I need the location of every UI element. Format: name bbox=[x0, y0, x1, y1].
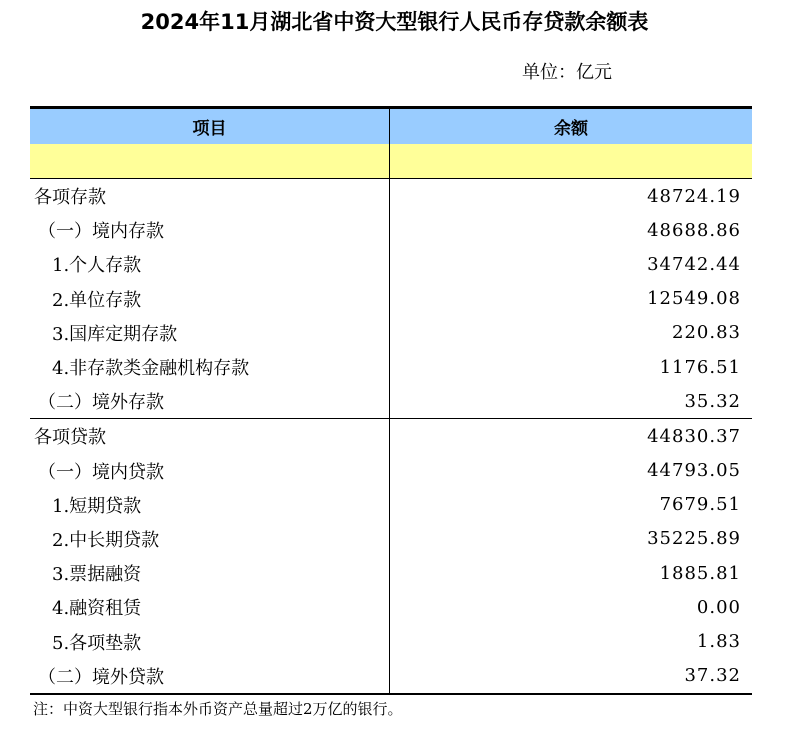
table-bottom-rule bbox=[30, 693, 752, 695]
row-value: 12549.08 bbox=[647, 288, 741, 310]
row-value: 0.00 bbox=[696, 596, 741, 618]
table-row bbox=[30, 556, 752, 590]
row-value: 48688.86 bbox=[647, 219, 741, 241]
table-row bbox=[30, 350, 752, 384]
row-value: 220.83 bbox=[672, 322, 741, 344]
header-item: 项目 bbox=[30, 109, 390, 144]
deposits-section bbox=[30, 179, 752, 418]
balance-table bbox=[30, 106, 752, 695]
row-value: 7679.51 bbox=[659, 494, 741, 516]
row-value: 44830.37 bbox=[647, 425, 741, 447]
table-row bbox=[30, 624, 752, 658]
row-label: 4.融资租赁 bbox=[30, 590, 390, 624]
table-row bbox=[30, 454, 752, 488]
unit-label: 单位：亿元 bbox=[522, 62, 612, 83]
row-label: 各项贷款 bbox=[30, 419, 390, 453]
row-label: （二）境外贷款 bbox=[30, 659, 390, 693]
table-row bbox=[30, 384, 752, 418]
table-header-row bbox=[30, 109, 752, 144]
row-label: 1.个人存款 bbox=[30, 247, 390, 281]
header-balance: 余额 bbox=[554, 119, 588, 139]
table-row bbox=[30, 247, 752, 281]
row-label: 各项存款 bbox=[30, 179, 390, 213]
row-label: （一）境内存款 bbox=[30, 213, 390, 247]
subheader-cell-balance bbox=[390, 144, 752, 178]
row-value: 34742.44 bbox=[647, 253, 741, 275]
row-value: 1.83 bbox=[696, 631, 741, 653]
row-value: 37.32 bbox=[684, 665, 741, 687]
row-value: 48724.19 bbox=[647, 185, 741, 207]
table-subheader-row bbox=[30, 144, 752, 178]
row-value: 1885.81 bbox=[659, 562, 741, 584]
row-value: 35.32 bbox=[684, 390, 741, 412]
table-row bbox=[30, 213, 752, 247]
table-row bbox=[30, 488, 752, 522]
table-row bbox=[30, 659, 752, 693]
row-value: 44793.05 bbox=[647, 460, 741, 482]
row-label: 3.票据融资 bbox=[30, 556, 390, 590]
subheader-cell-item bbox=[30, 144, 390, 178]
table-row bbox=[30, 179, 752, 213]
table-row bbox=[30, 316, 752, 350]
row-label: 2.单位存款 bbox=[30, 282, 390, 316]
table-row bbox=[30, 419, 752, 453]
row-label: 3.国库定期存款 bbox=[30, 316, 390, 350]
row-label: 4.非存款类金融机构存款 bbox=[30, 350, 390, 384]
row-label: 1.短期贷款 bbox=[30, 488, 390, 522]
page-title: 2024年11月湖北省中资大型银行人民币存贷款余额表 bbox=[140, 10, 649, 34]
row-value: 35225.89 bbox=[647, 528, 741, 550]
loans-section bbox=[30, 419, 752, 693]
table-row bbox=[30, 590, 752, 624]
row-label: 2.中长期贷款 bbox=[30, 522, 390, 556]
table-row bbox=[30, 522, 752, 556]
row-label: （二）境外存款 bbox=[30, 384, 390, 418]
table-row bbox=[30, 282, 752, 316]
row-label: 5.各项垫款 bbox=[30, 624, 390, 658]
row-label: （一）境内贷款 bbox=[30, 454, 390, 488]
footnote: 注：中资大型银行指本外币资产总量超过2万亿的银行。 bbox=[33, 700, 403, 718]
row-value: 1176.51 bbox=[659, 356, 741, 378]
